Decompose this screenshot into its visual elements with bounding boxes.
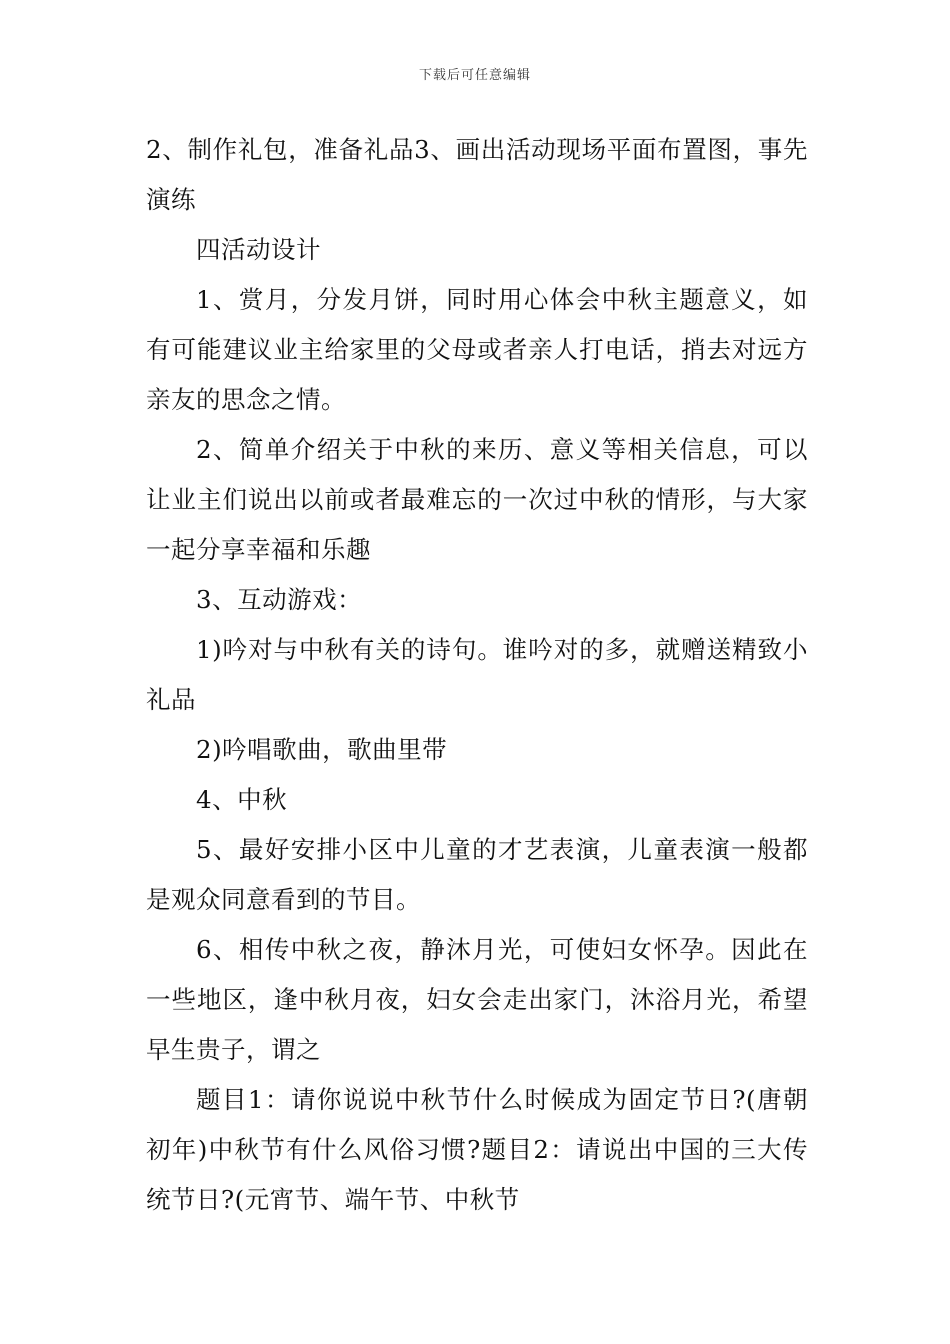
paragraph-mid-autumn: 4、中秋 xyxy=(196,785,288,814)
paragraph-poem-recital: 1)吟对与中秋有关的诗句。谁吟对的多，就赠送精致小礼品 xyxy=(146,635,808,714)
paragraph-singing: 2)吟唱歌曲，歌曲里带 xyxy=(196,735,448,764)
paragraph-prep-gifts: 2、制作礼包，准备礼品3、画出活动现场平面布置图，事先演练 xyxy=(146,135,808,214)
paragraph-introduction: 2、简单介绍关于中秋的来历、意义等相关信息，可以让业主们说出以前或者最难忘的一次过中秋的情形，与大家一起分享幸福和乐趣 xyxy=(146,435,808,564)
paragraph-children-performance: 5、最好安排小区中儿童的才艺表演，儿童表演一般都是观众同意看到的节目。 xyxy=(146,835,808,914)
paragraph-interactive-games: 3、互动游戏： xyxy=(196,585,363,614)
document-body xyxy=(146,125,808,1225)
paragraph-quiz-questions: 题目1：请你说说中秋节什么时候成为固定节日?(唐朝初年)中秋节有什么风俗习惯?题目2：请说出中国的三大传统节日?(元宵节、端午节、中秋节 xyxy=(146,1085,808,1214)
paragraph-moon-viewing: 1、赏月，分发月饼，同时用心体会中秋主题意义，如有可能建议业主给家里的父母或者亲人打电话，捎去对远方亲友的思念之情。 xyxy=(146,285,808,414)
page-header: 下载后可任意编辑 xyxy=(418,68,531,83)
paragraph-legend: 6、相传中秋之夜，静沐月光，可使妇女怀孕。因此在一些地区，逢中秋月夜，妇女会走出家门，沐浴月光，希望早生贵子，谓之 xyxy=(146,935,808,1064)
paragraph-activity-design-heading: 四活动设计 xyxy=(196,235,321,264)
